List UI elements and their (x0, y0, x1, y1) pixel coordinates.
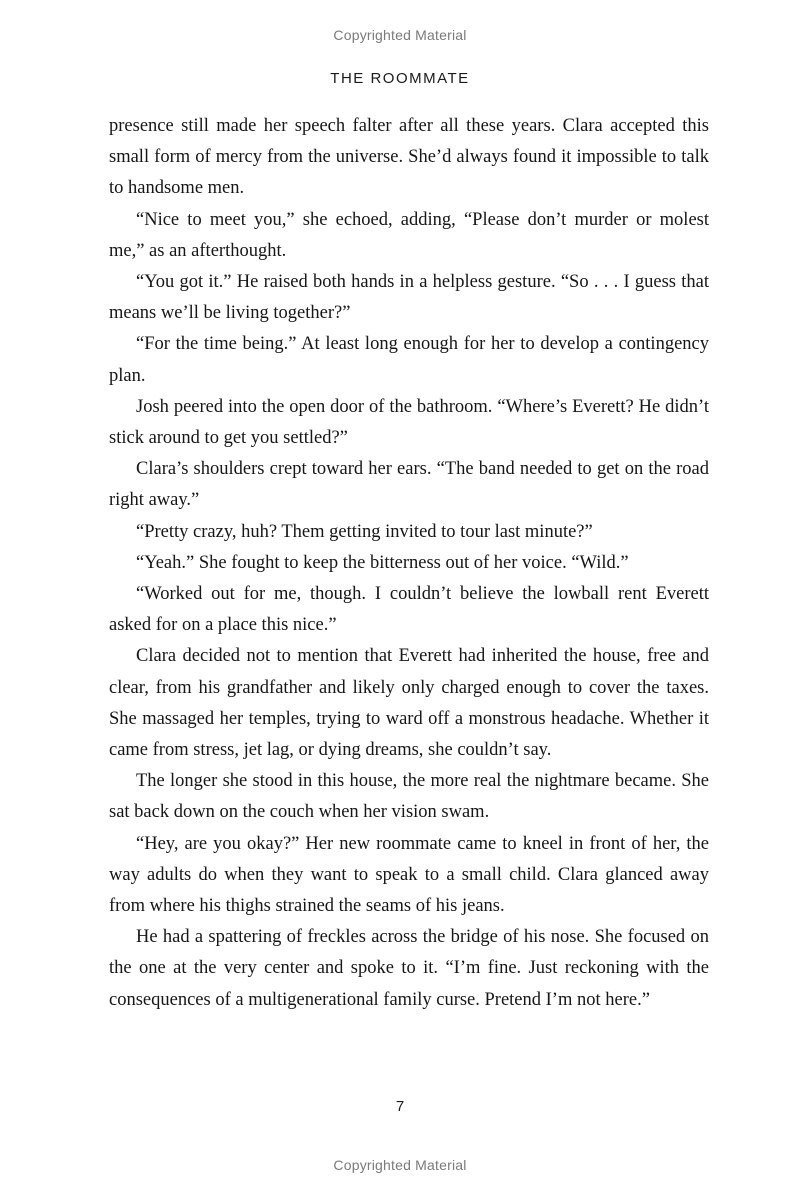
paragraph-10: Clara decided not to mention that Everett had inherited the house, free and clear, from his grandfather and likely only charged enough to cover the taxes. She massaged her temples, trying to ward off a monstrous headache. Whether it came from stress, jet lag, or dying dreams, she couldn’t say. (109, 646, 709, 761)
paragraph-13: He had a spattering of freckles across the bridge of his nose. She focused on the one at the very center and spoke to it. “I’m fine. Just reckoning with the consequences of a multigenerational family curse. Pretend I’m not here.” (109, 927, 709, 1010)
paragraph-7: “Pretty crazy, huh? Them getting invited to tour last minute?” (136, 521, 593, 542)
paragraph-1: presence still made her speech falter after all these years. Clara accepted this small form of mercy from the universe. She’d always found it impossible to talk to handsome men. (109, 116, 709, 199)
paragraph-5: Josh peered into the open door of the bathroom. “Where’s Everett? He didn’t stick around to get you settled?” (109, 396, 709, 449)
paragraph-9: “Worked out for me, though. I couldn’t believe the lowball rent Everett asked for on a place this nice.” (109, 584, 709, 636)
page-number: 7 (395, 1098, 405, 1115)
copyright-watermark-top: Copyrighted Material (333, 27, 467, 43)
paragraph-3: “You got it.” He raised both hands in a helpless gesture. “So . . . I guess that means we’ll be living together?” (109, 272, 709, 324)
copyright-watermark-bottom: Copyrighted Material (333, 1157, 467, 1173)
paragraph-6: Clara’s shoulders crept toward her ears. “The band needed to get on the road right away.” (109, 459, 709, 511)
body-text (109, 111, 709, 1016)
paragraph-4: “For the time being.” At least long enough for her to develop a contingency plan. (109, 334, 709, 386)
paragraph-12: “Hey, are you okay?” Her new roommate came to kneel in front of her, the way adults do when they want to speak to a small child. Clara glanced away from where his thighs strained the seams of his jeans. (109, 833, 709, 917)
paragraph-8: “Yeah.” She fought to keep the bitterness out of her voice. “Wild.” (136, 552, 629, 573)
paragraph-11: The longer she stood in this house, the more real the nightmare became. She sat back down on the couch when her vision swam. (109, 771, 709, 823)
paragraph-2: “Nice to meet you,” she echoed, adding, “Please don’t murder or molest me,” as an afterthought. (109, 209, 709, 261)
running-head: THE ROOMMATE (330, 70, 470, 87)
